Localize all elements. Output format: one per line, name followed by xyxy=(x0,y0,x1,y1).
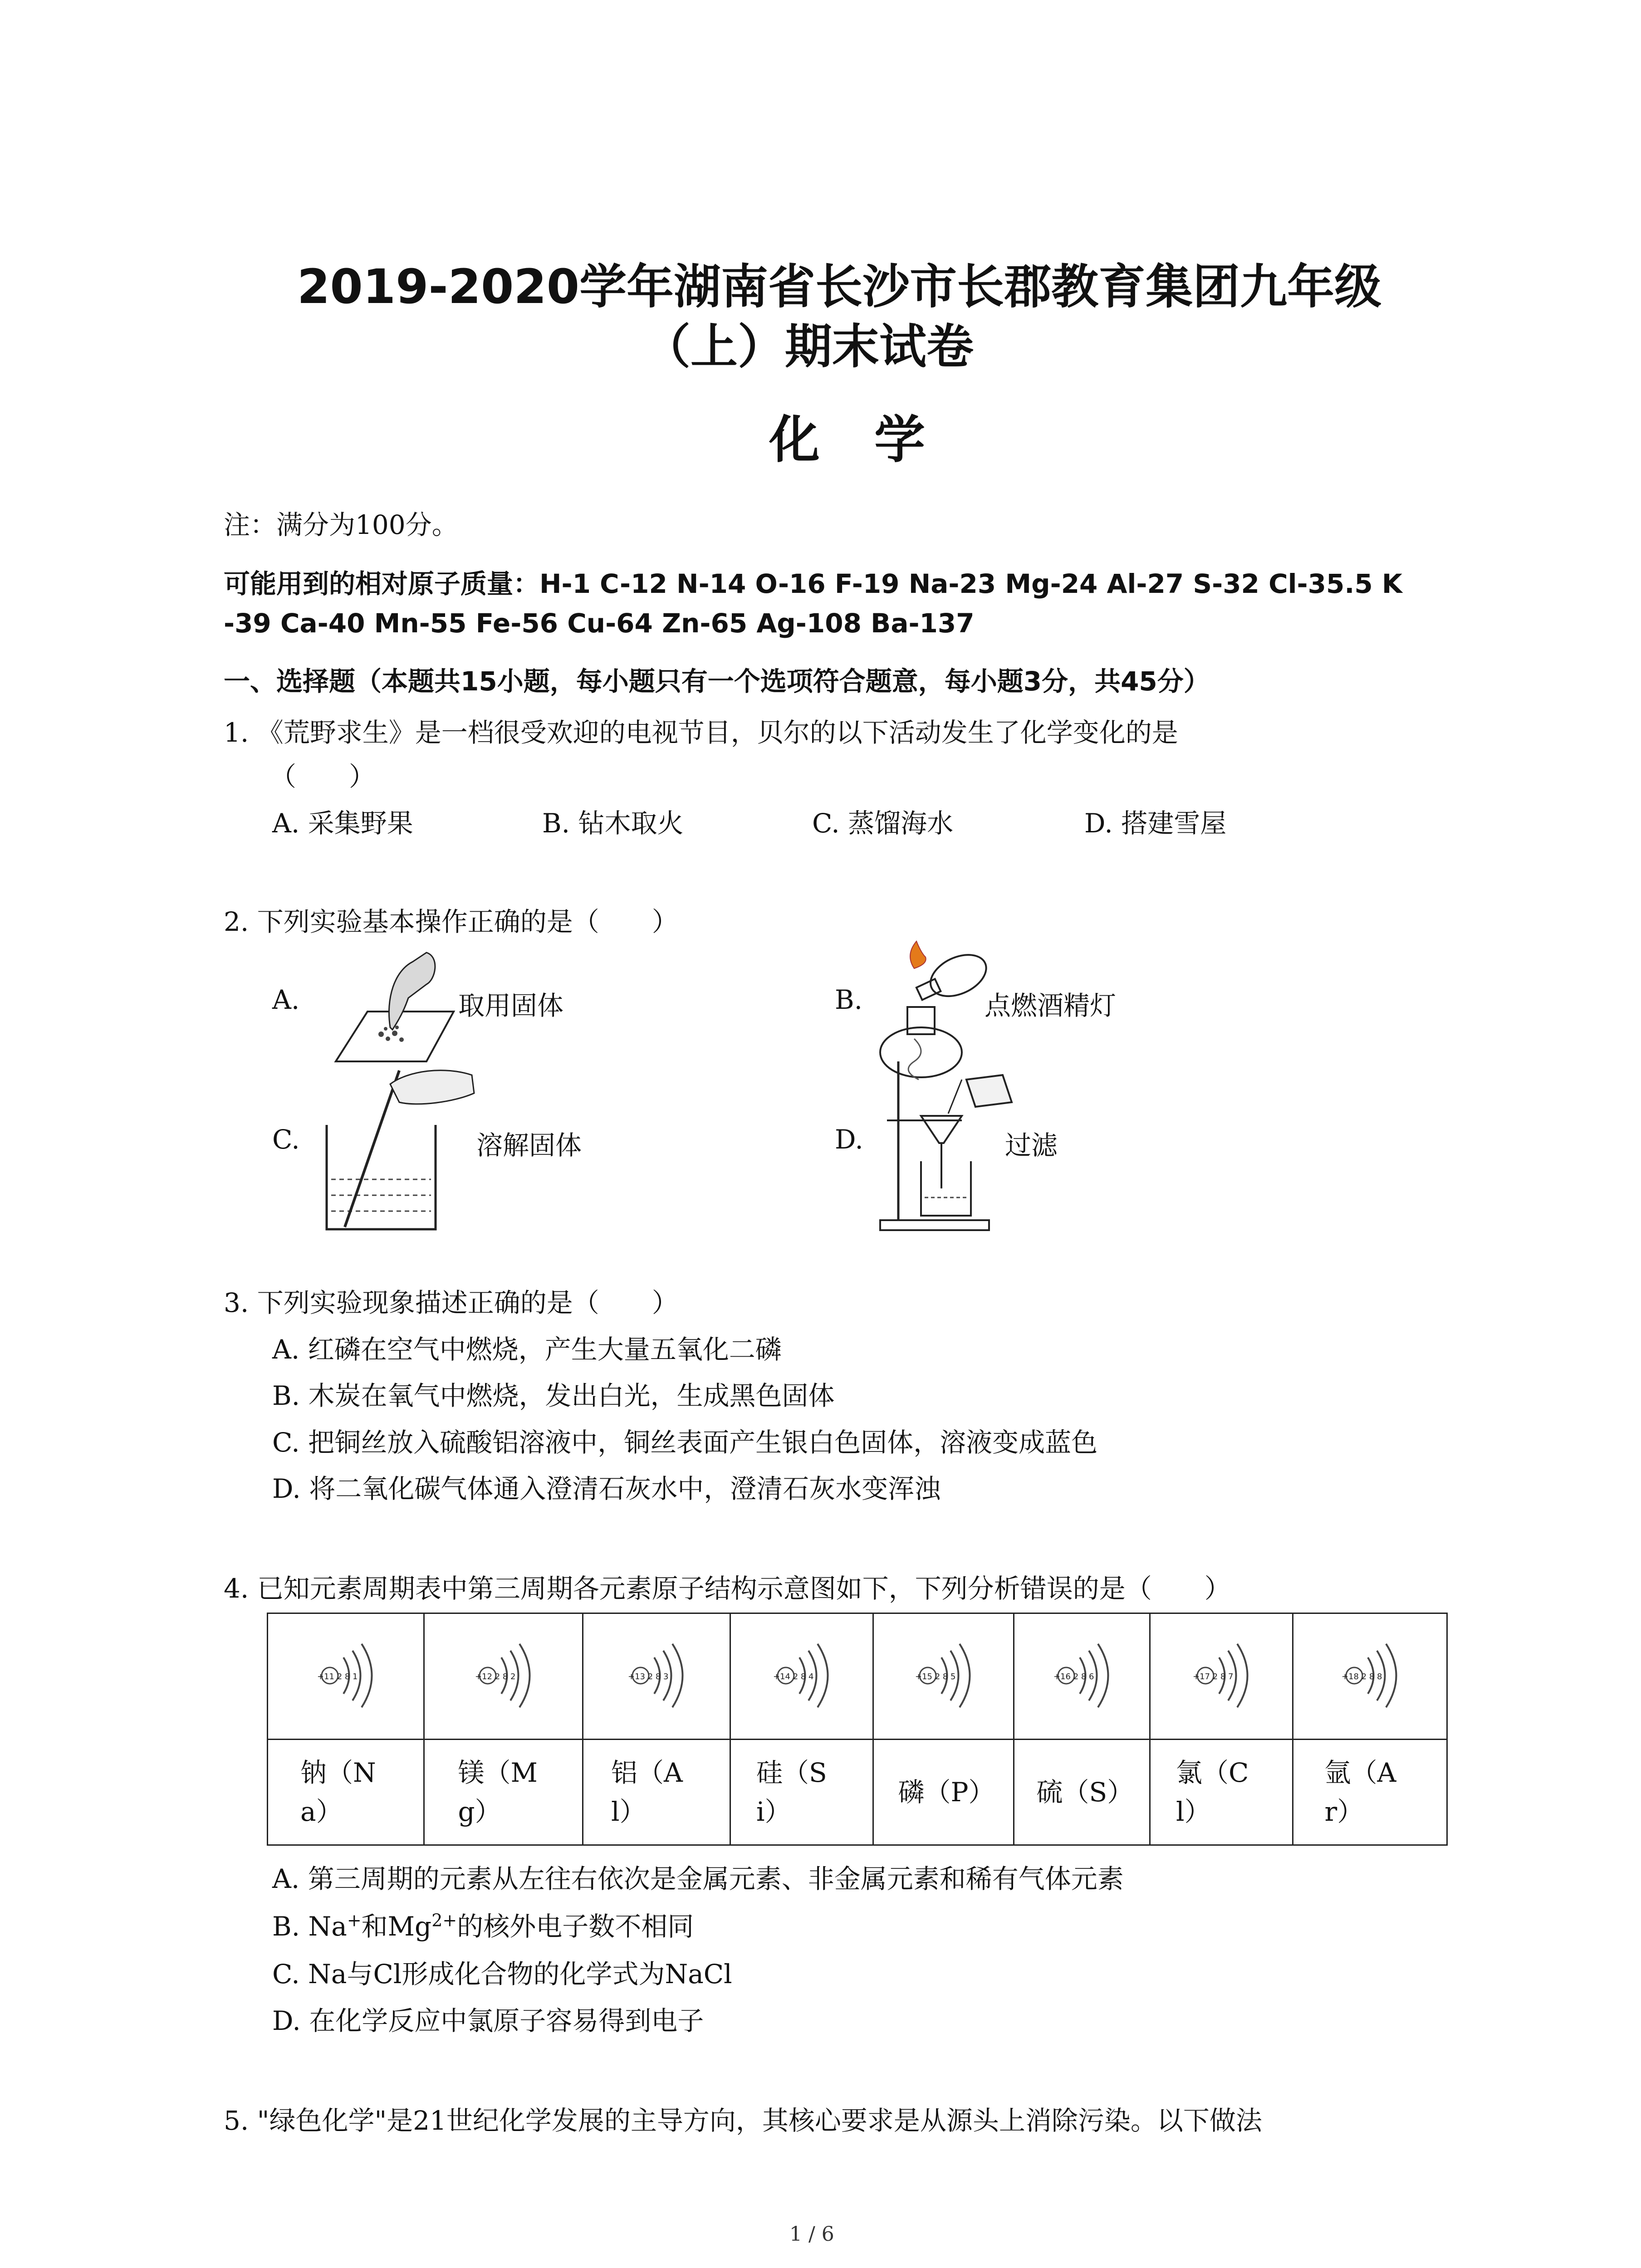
atom-diagram-cell xyxy=(1293,1613,1447,1740)
q2-option-a-label: 取用固体 xyxy=(458,990,564,1021)
svg-text:+15 2 8 5: +15 2 8 5 xyxy=(915,1672,956,1681)
element-name-cell: 铝（Al） xyxy=(583,1740,730,1845)
q3-option-b: B. 木炭在氧气中燃烧，发出白光，生成黑色固体 xyxy=(272,1380,835,1411)
svg-text:+17 2 8 7: +17 2 8 7 xyxy=(1193,1672,1234,1681)
q3-option-a: A. 红磷在空气中燃烧，产生大量五氧化二磷 xyxy=(272,1334,782,1365)
atom-diagram-cell xyxy=(730,1613,873,1740)
q1-stem: 1. 《荒野求生》是一档很受欢迎的电视节目，贝尔的以下活动发生了化学变化的是 xyxy=(224,717,1178,748)
svg-text:+16 2 8 6: +16 2 8 6 xyxy=(1053,1672,1094,1681)
atom-diagram-cell xyxy=(583,1613,730,1740)
svg-text:+12 2 8 2: +12 2 8 2 xyxy=(475,1672,516,1681)
q4-option-a: A. 第三周期的元素从左往右依次是金属元素、非金属元素和稀有气体元素 xyxy=(272,1863,1124,1894)
take-solid-figure xyxy=(318,943,463,1080)
q2-option-b-letter: B. xyxy=(835,984,863,1015)
subject-title: 化学 xyxy=(769,411,980,469)
element-name-cell: 氩（Ar） xyxy=(1293,1740,1447,1845)
atom-diagram-cell xyxy=(1014,1613,1150,1740)
atomic-mass-line2: -39 Ca-40 Mn-55 Fe-56 Cu-64 Zn-65 Ag-108 Ba-137 xyxy=(224,608,975,639)
q2-option-d-label: 过滤 xyxy=(1005,1130,1058,1161)
atomic-mass-line1: 可能用到的相对原子质量：H-1 C-12 N-14 O-16 F-19 Na-23 Mg-24 Al-27 S-32 Cl-35.5 K xyxy=(224,568,1402,599)
q1-option-d: D. 搭建雪屋 xyxy=(1084,808,1227,839)
svg-text:+11 2 8 1: +11 2 8 1 xyxy=(317,1672,358,1681)
section-heading: 一、选择题（本题共15小题，每小题只有一个选项符合题意，每小题3分，共45分） xyxy=(224,666,1210,697)
page-title-line1: 2019-2020学年湖南省长沙市长郡教育集团九年级 xyxy=(297,259,1382,314)
svg-text:+13 2 8 3: +13 2 8 3 xyxy=(628,1672,669,1681)
svg-text:+18 2 8 8: +18 2 8 8 xyxy=(1341,1672,1382,1681)
page-title-line2: （上）期末试卷 xyxy=(643,319,974,374)
element-name-cell: 钠（Na） xyxy=(268,1740,424,1845)
q1-option-a: A. 采集野果 xyxy=(272,808,413,839)
q4-stem: 4. 已知元素周期表中第三周期各元素原子结构示意图如下，下列分析错误的是（ ） xyxy=(224,1573,1231,1604)
element-name-cell: 硫（S） xyxy=(1014,1740,1150,1845)
q2-option-c-label: 溶解固体 xyxy=(476,1130,582,1161)
q3-option-c: C. 把铜丝放入硫酸铝溶液中，铜丝表面产生银白色固体，溶液变成蓝色 xyxy=(272,1427,1098,1458)
element-name-cell: 镁（Mg） xyxy=(424,1740,583,1845)
atom-diagram-cell xyxy=(268,1613,424,1740)
q4-option-d: D. 在化学反应中氯原子容易得到电子 xyxy=(272,2005,704,2036)
q2-option-c-letter: C. xyxy=(272,1124,300,1155)
svg-text:+14 2 8 4: +14 2 8 4 xyxy=(773,1672,814,1681)
q4-option-c: C. Na与Cl形成化合物的化学式为NaCl xyxy=(272,1959,732,1989)
dissolve-solid-figure xyxy=(318,1066,481,1238)
score-note: 注：满分为100分。 xyxy=(224,509,458,540)
q2-option-d-letter: D. xyxy=(835,1124,863,1155)
q2-stem: 2. 下列实验基本操作正确的是（ ） xyxy=(224,906,678,937)
atom-diagram-cell xyxy=(1150,1613,1293,1740)
q2-option-b-label: 点燃酒精灯 xyxy=(985,990,1117,1021)
q1-blank: （ ） xyxy=(270,761,376,792)
q5-stem: 5. "绿色化学"是21世纪化学发展的主导方向，其核心要求是从源头上消除污染。以下做法 xyxy=(224,2105,1262,2136)
element-name-cell: 磷（P） xyxy=(873,1740,1014,1845)
q2-option-a-letter: A. xyxy=(272,984,300,1015)
q1-option-c: C. 蒸馏海水 xyxy=(812,808,954,839)
element-name-cell: 硅（Si） xyxy=(730,1740,873,1845)
atom-diagram-cell xyxy=(873,1613,1014,1740)
q3-stem: 3. 下列实验现象描述正确的是（ ） xyxy=(224,1287,678,1318)
q3-option-d: D. 将二氧化碳气体通入澄清石灰水中，澄清石灰水变浑浊 xyxy=(272,1473,941,1504)
element-name-cell: 氯（Cl） xyxy=(1150,1740,1293,1845)
page-number: 1 / 6 xyxy=(789,2223,834,2246)
atomic-structure-table xyxy=(267,1613,1448,1846)
q1-option-b: B. 钻木取火 xyxy=(542,808,684,839)
atom-diagram-cell xyxy=(424,1613,583,1740)
q4-option-b: B. Na+和$Mg^{2+}$的核外电子数不相同 xyxy=(272,1910,694,1942)
